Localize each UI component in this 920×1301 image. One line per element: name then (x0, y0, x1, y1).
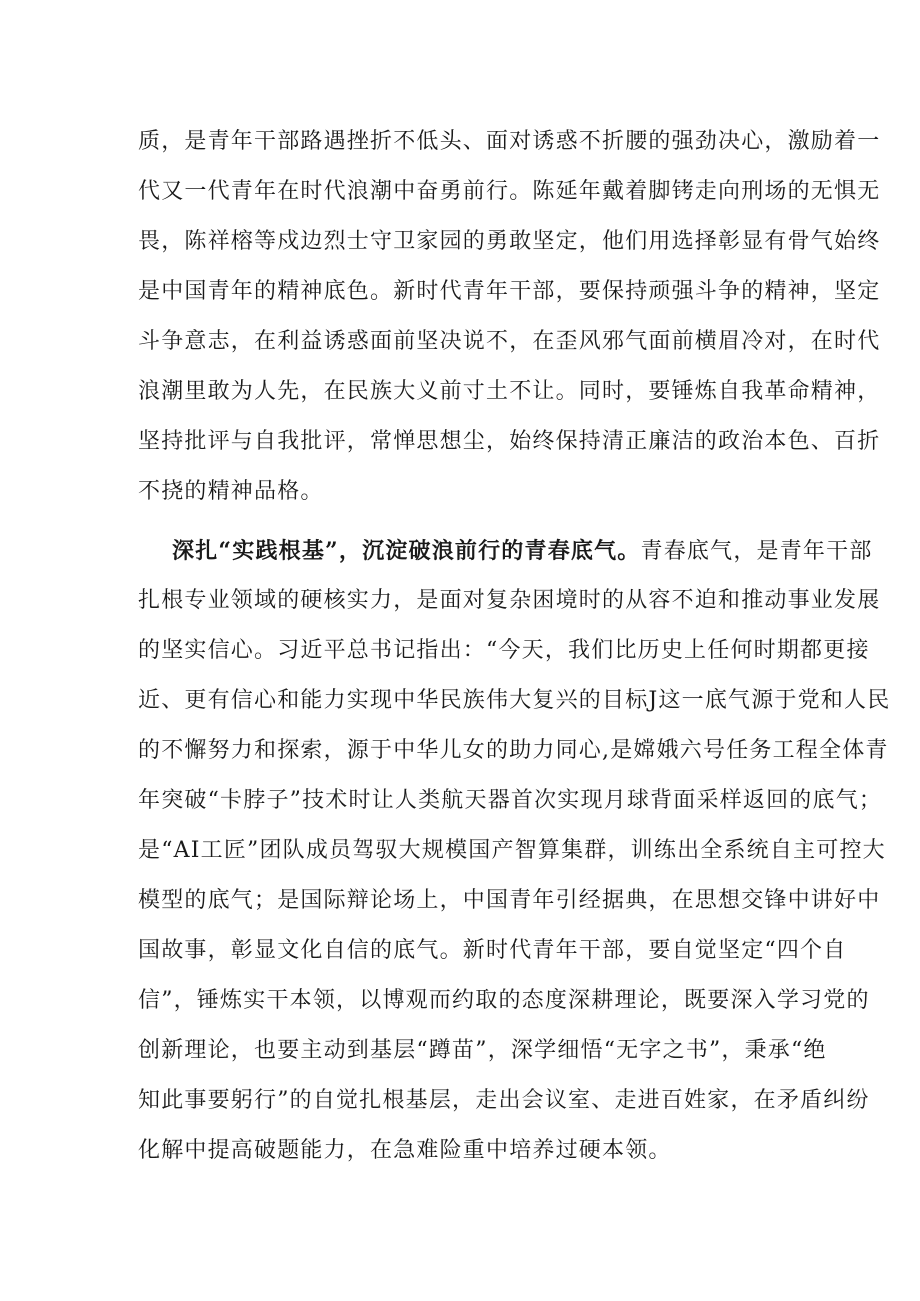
paragraph-2-line: 信”，锤炼实干本领，以博观而约取的态度深耕理论，既要深入学习党的 (138, 988, 870, 1013)
paragraph-2-line: 化解中提高破题能力，在急难险重中培养过硬本领。 (138, 1138, 672, 1163)
paragraph-2-line: 扎根专业领域的硬核实力，是面对复杂困境时的从容不迫和推动事业发展 (138, 588, 881, 613)
paragraph-2-line: 年突破“卡脖子”技术时让人类航天器首次实现月球背面采样返回的底气； (138, 788, 883, 813)
paragraph-1-line: 坚持批评与自我批评，常惮思想尘，始终保持清正廉洁的政治本色、百折 (138, 429, 881, 454)
paragraph-2-heading: 深扎“实践根基”，沉淀破浪前行的青春底气。 (172, 538, 641, 564)
paragraph-2-line: 知此事要躬行”的自觉扎根基层，走出会议室、走进百姓家，在矛盾纠纷 (138, 1088, 870, 1113)
paragraph-1-line: 斗争意志，在利益诱惑面前坚决说不，在歪风邪气面前横眉冷对，在时代 (138, 329, 881, 354)
paragraph-1-line: 代又一代青年在时代浪潮中奋勇前行。陈延年戴着脚铐走向刑场的无惧无 (138, 179, 881, 204)
paragraph-1-line: 浪潮里敢为人先，在民族大义前寸土不让。同时，要锤炼自我革命精神， (138, 379, 881, 404)
paragraph-1-line: 质，是青年干部路遇挫折不低头、面对诱惑不折腰的强劲决心，激励着一 (138, 129, 881, 154)
paragraph-1-line: 畏，陈祥榕等戍边烈士守卫家园的勇敢坚定，他们用选择彰显有骨气始终 (138, 229, 881, 254)
paragraph-2-line: 模型的底气；是国际辩论场上，中国青年引经据典，在思想交锋中讲好中 (138, 888, 881, 913)
paragraph-2-line: 的不懈努力和探索，源于中华儿女的助力同心,是嫦娥六号任务工程全体青 (138, 738, 889, 763)
paragraph-1-line: 不挠的精神品格。 (138, 479, 324, 504)
paragraph-2-line: 近、更有信心和能力实现中华民族伟大复兴的目标J这一底气源于党和人民 (138, 688, 891, 713)
paragraph-2-line: 的坚实信心。习近平总书记指出：“今天，我们比历史上任何时期都更接 (138, 638, 870, 663)
paragraph-2-first-line (172, 536, 873, 567)
paragraph-2-line: 是“AI工匠”团队成员驾驭大规模国产智算集群，训练出全系统自主可控大 (138, 838, 886, 863)
paragraph-2-first-line-rest: 青春底气，是青年干部 (640, 539, 873, 564)
paragraph-2-line: 国故事，彰显文化自信的底气。新时代青年干部，要自觉坚定“四个自 (138, 938, 847, 963)
paragraph-2-line: 创新理论，也要主动到基层“蹲苗”，深学细悟“无字之书”，秉承“绝 (138, 1038, 827, 1063)
paragraph-1-line: 是中国青年的精神底色。新时代青年干部，要保持顽强斗争的精神，坚定 (138, 279, 881, 304)
